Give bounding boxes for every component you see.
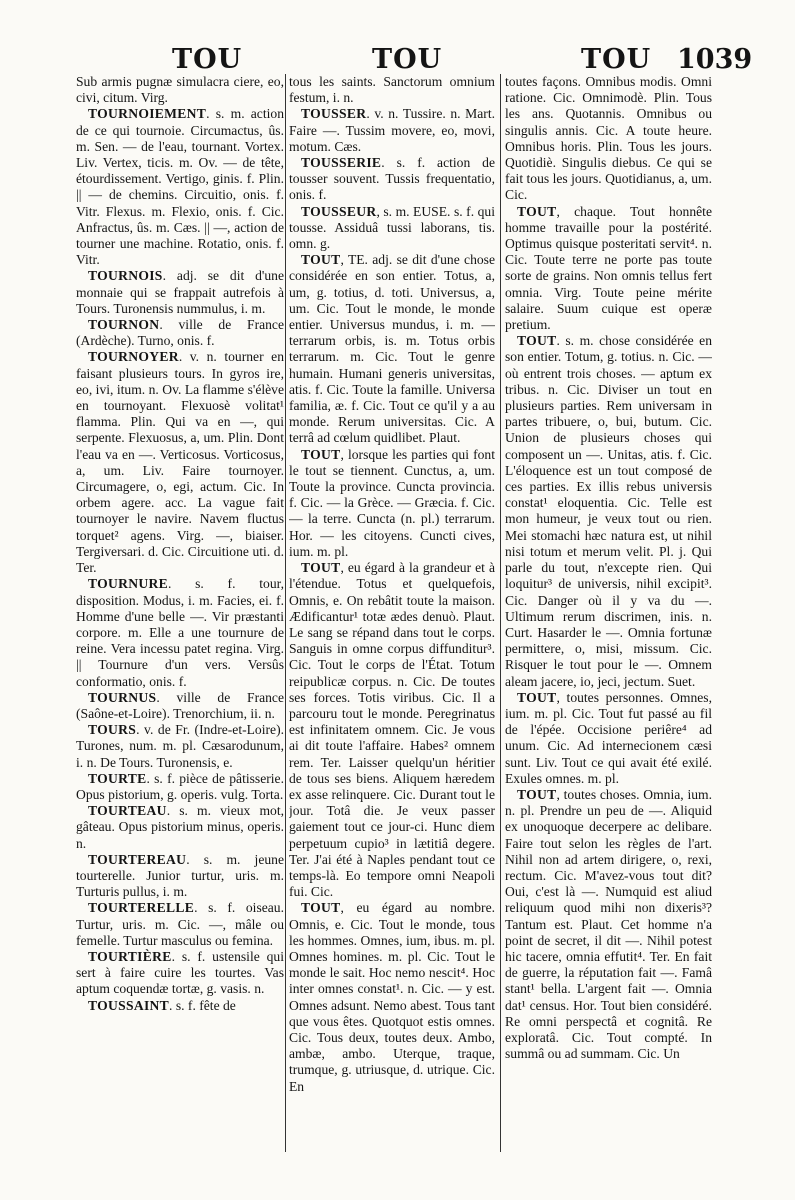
page-header (0, 44, 795, 78)
dictionary-entry: TOURTEAU. s. m. vieux mot, gâteau. Opus pistorium minus, operis. n. (76, 803, 284, 851)
running-head-center: TOU (372, 44, 443, 75)
headword: TOUSSERIE (301, 155, 382, 171)
headword: TOURNOIS (88, 268, 163, 284)
dictionary-entry: TOUT, toutes choses. Omnia, ium. n. pl. Prendre un peu de —. Aliquid ex unoquoque decerpere ac delibare. Faire tout selon les règles de l'art. Nihil non ad artem dirigere, o, rexi, rectum. Cic. M'avez-vous tout dit? Oui, c'est là —. Numquid est aliud reliquum quod mihi non dixeris³? Tantum est. Plaut. Cet homme n'a point de secret, il dit —. Nihil potest hic tacere, omnia effutit⁴. Ter. En fait de guerre, la réputation fait —. Famâ stant¹ bella. L'argent fait —. Omnia dat¹ census. Hor. Tout bien considéré. Re omni perspectâ et cognitâ. Re exploratâ. Cic. Tout compté. In summâ ou ad summam. Cic. Un (505, 786, 712, 1062)
headword: TOUSSAINT (88, 997, 170, 1013)
dictionary-entry: TOURNOYER. v. n. tourner en faisant plusieurs tours. In gyros ire, eo, ivi, itum. n. Ov. La flamme s'élève en tournoyant. Flexuosè volitat¹ flamma. Plin. Qui va en —, qui serpente. Flexuosus, a, um. Plin. Dont l'eau va en —. Verticosus. Vorticosus, a, um. Liv. Faire tournoyer. Circumagere, o, egi, actum. Cic. In orbem agere. acc. La vague fait tournoyer le navire. Navem fluctus torquet² agens. Virg. —, biaiser. Tergiversari. d. Cic. Circuitione uti. d. Ter. (76, 349, 284, 576)
headword: TOURNURE (88, 576, 168, 592)
dictionary-entry: TOURNURE. s. f. tour, disposition. Modus, i. m. Facies, ei. f. Homme d'une belle —. Vir præstanti corpore. m. Elle a une tournure de reine. Vera incessu patet regina. Virg. || Tournure d'un vers. Versûs conformatio, onis. f. (76, 576, 284, 689)
headword: TOUT (301, 560, 341, 576)
headword: TOURNUS (88, 689, 157, 705)
dictionary-entry: TOURTERELLE. s. f. oiseau. Turtur, uris. m. Cic. —, mâle ou femelle. Turtur masculus ou femina. (76, 900, 284, 948)
dictionary-entry: TOURNOIEMENT. s. m. action de ce qui tournoie. Circumactus, ûs. m. Sen. — de l'eau, tournant. Vortex. Liv. Vertex, ticis. m. Ov. — de tête, étourdissement. Vertigo, ginis. f. Plin. || — de chemins. Circuitio, onis. f. Vitr. Flexus. m. Flexio, onis. f. Cic. Anfractus, ûs. m. Cæs. || —, action de tourner une machine. Rotatio, onis. f. Vitr. (76, 106, 284, 268)
dictionary-entry: TOURNON. ville de France (Ardèche). Turno, onis. f. (76, 317, 284, 349)
dictionary-entry: TOURNUS. ville de France (Saône-et-Loire). Trenorchium, ii. n. (76, 689, 284, 721)
dictionary-entry: TOURTEREAU. s. m. jeune tourterelle. Junior turtur, uris. m. Turturis pullus, i. m. (76, 851, 284, 900)
headword: TOUT (301, 446, 341, 462)
dictionary-entry: TOUSSERIE. s. f. action de tousser souvent. Tussis frequentatio, onis. f. (289, 155, 495, 203)
headword: TOUT (301, 900, 341, 916)
headword: TOURTEREAU (88, 851, 187, 867)
column-left (76, 74, 284, 1164)
dictionary-entry: TOUT, chaque. Tout honnête homme travaille pour la postérité. Optimus quisque posteritati servit⁴. n. Cic. Toute terre ne porte pas toute sorte de grains. Non omnis tellus fert omnia. Virg. Toute peine mérite salaire. Suum cuique est operæ pretium. (505, 203, 712, 333)
running-head-right: TOU (581, 44, 652, 75)
headword: TOUT (517, 333, 557, 349)
headword: TOUT (301, 252, 341, 268)
headword: TOURTE (88, 770, 147, 786)
dictionary-entry: TOUSSER. v. n. Tussire. n. Mart. Faire —. Tussim movere, eo, movi, motum. Cæs. (289, 106, 495, 154)
headword: TOURS (88, 722, 137, 738)
dictionary-entry: TOURNOIS. adj. se dit d'une monnaie qui se frappait autrefois à Tours. Turonensis nummulus, i. m. (76, 268, 284, 316)
page-number: 1039 (677, 44, 753, 75)
dictionary-entry: TOUSSEUR, s. m. EUSE. s. f. qui tousse. Assiduâ tussi laborans, tis. omn. g. (289, 203, 495, 252)
headword: TOURTERELLE (88, 900, 195, 916)
headword: TOUT (517, 203, 557, 219)
headword: TOURTIÈRE (88, 948, 172, 964)
dictionary-entry: TOUT, toutes personnes. Omnes, ium. m. pl. Cic. Tout fut passé au fil de l'épée. Occisione periêre⁴ ad unum. Cic. Ad internecionem cæsi sunt. Liv. Tout ce qui avait été exilé. Exules omnes. m. pl. (505, 689, 712, 786)
dictionary-entry: TOUT, lorsque les parties qui font le tout se tiennent. Cunctus, a, um. Toute la province. Cuncta provincia. f. Cic. — la Grèce. — Græcia. f. Cic. — la terre. Cuncta (n. pl.) terrarum. Hor. — les citoyens. Cuncti cives, ium. m. pl. (289, 446, 495, 559)
headword: TOUT (517, 689, 557, 705)
headword: TOUT (517, 786, 557, 802)
headword: TOURNOYER (88, 349, 179, 365)
running-head-left: TOU (172, 44, 243, 75)
headword: TOUSSER (301, 106, 367, 122)
dictionary-entry: TOURTIÈRE. s. f. ustensile qui sert à faire cuire les tourtes. Vas aptum coquendæ tortæ, g. vasis. n. (76, 948, 284, 997)
headword: TOURTEAU (88, 803, 167, 819)
column-divider (285, 74, 286, 1152)
dictionary-entry: TOUSSAINT. s. f. fête de (88, 997, 236, 1013)
column-right (505, 74, 712, 1164)
headword: TOUSSEUR (301, 203, 377, 219)
dictionary-entry: TOUT, TE. adj. se dit d'une chose considérée en son entier. Totus, a, um, g. totius, d. toti. Universus, a, um. Cic. Tout le monde, le monde entier. Universus mundus, i. m. — terrarum orbis, is. m. Totus orbis terrarum. m. Cic. Tout le genre humain. Humani generis universitas, atis. f. Cic. Toute la famille. Universa familia, æ. f. Cic. Tout ce qu'il y a au monde. Rerum universitas. Cic. A terrâ ad cœlum quidlibet. Plaut. (289, 252, 495, 446)
dictionary-entry: TOUT, eu égard à la grandeur et à l'étendue. Totus et quelquefois, Omnis, e. On rebâtit toute la maison. Ædificantur¹ totæ ædes denuò. Plaut. Le sang se répand dans tout le corps. Sanguis in omne corpus diffunditur³. Cic. Tout le corps de l'État. Totum reipublicæ corpus. n. Cic. De toutes ses forces. Totis viribus. Cic. Il a parcouru tout le monde. Peregrinatus est infinitatem omnem. Cic. Je vous ai dit toute l'affaire. Habes² omnem rem. Ter. Laisser quelqu'un héritier de tous ses biens. Aliquem hæredem ex asse relinquere. Cic. Durant tout le jour. Totâ die. Je veux passer gaiement tout ce jour-ci. Hunc diem perpetuum cupio³ in lætitiâ degere. Ter. J'ai été à Naples pendant tout ce temps-là. Eo tempore omni Neapoli fui. Cic. (289, 560, 495, 900)
column-divider (500, 74, 501, 1152)
dictionary-entry: toutes façons. Omnibus modis. Omni ratione. Cic. Omnimodè. Plin. Tous les ans. Quotannis. Omnibus ou singulis annis. Cic. A toute heure. Omnibus horis. Plin. Tous les jours. Quotidiè. Singulis diebus. Ce qui se fait tous les jours. Quotidianus, a, um. Cic. (505, 74, 712, 203)
dictionary-entry: tous les saints. Sanctorum omnium festum, i. n. (289, 74, 495, 106)
column-center (289, 74, 495, 1164)
dictionary-entry: TOUT, eu égard au nombre. Omnis, e. Cic. Tout le monde, tous les hommes. Omnes, ium, ibus. m. pl. Omnes homines. m. pl. Cic. Tout le monde le sait. Hoc nemo nescit⁴. Hoc inter omnes constat¹. n. Cic. — y est. Omnes adsunt. Nemo abest. Tous tant que vous êtes. Quotquot estis omnes. Cic. Tous deux, toutes deux. Ambo, ambæ, ambo. Uterque, traque, trumque, g. utriusque, d. utrique. Cic. En (289, 900, 495, 1094)
dictionary-entry: TOURTE. s. f. pièce de pâtisserie. Opus pistorium, g. operis. vulg. Torta. (76, 770, 284, 802)
dictionary-entry: TOURS. v. de Fr. (Indre-et-Loire). Turones, num. m. pl. Cæsarodunum, i. n. De Tours. Turonensis, e. (76, 722, 284, 770)
dictionary-entry: TOUT. s. m. chose considérée en son entier. Totum, g. totius. n. Cic. — où entrent trois choses. — aptum ex tribus. n. Cic. Diviser un tout en plusieurs parties. Rem universam in partes tribuere, o, bui, butum. Cic. Union de plusieurs choses qui composent un —. Unitas, atis. f. Cic. L'éloquence est un tout composé de ces parties. Ex illis rebus universis constat¹ eloquentia. Cic. Telle est mon humeur, je veux tout ou rien. Mei stomachi hæc natura est, ut nihil nisi totum et merum velit. Pl. j. Qui parle du tout, n'excepte rien. Qui loquitur³ de universis, nihil excipit³. Cic. Danger où il y va du —. Ultimum rerum discrimen, inis. n. Curt. Hasarder le —. Omnia fortunæ permittere, o, misi, missum. Cic. Risquer le tout pour le —. Omnem aleam jacere, io, jeci, jectum. Suet. (505, 333, 712, 689)
headword: TOURNOIEMENT (88, 106, 207, 122)
headword: TOURNON (88, 317, 160, 333)
dictionary-entry: Sub armis pugnæ simulacra ciere, eo, civi, citum. Virg. (76, 74, 284, 106)
